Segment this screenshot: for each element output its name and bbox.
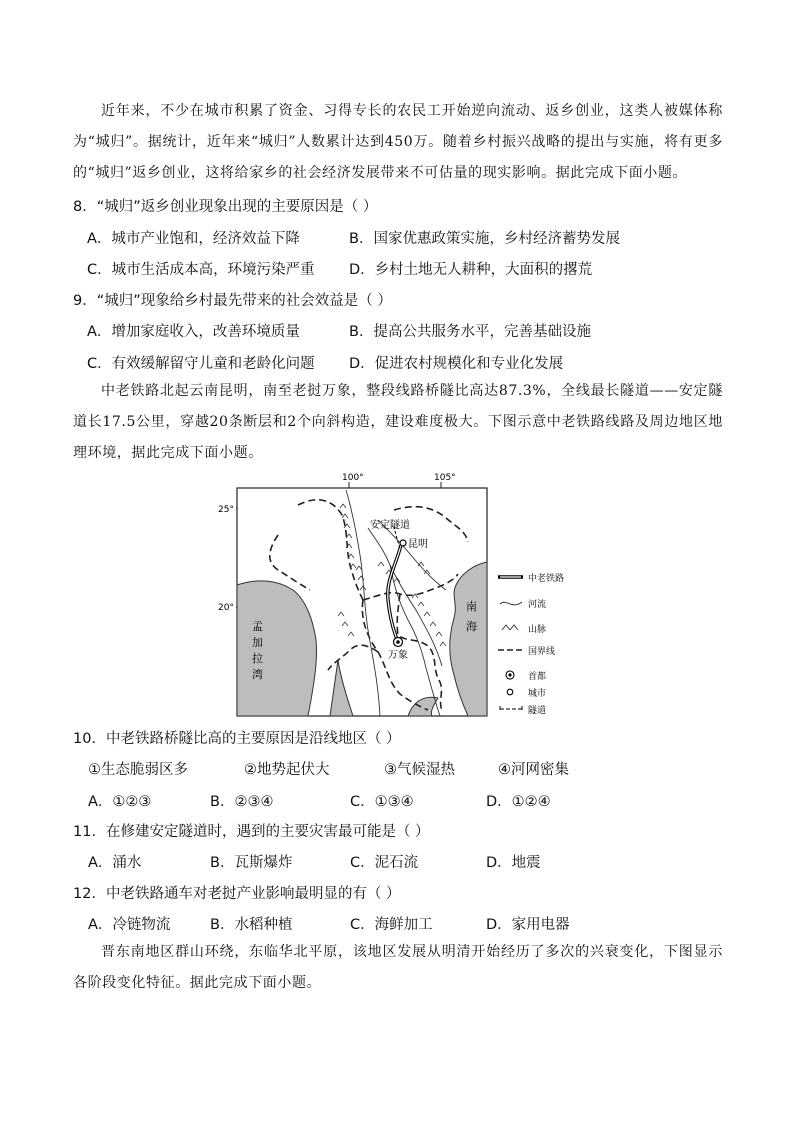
legend-river: 河流 (528, 600, 547, 610)
q11-option-a[interactable]: A．涌水 (88, 855, 142, 871)
lat-25-label: 25° (218, 505, 234, 515)
q10-option-b[interactable]: B．②③④ (210, 794, 274, 810)
legend-border: 国界线 (528, 647, 556, 657)
q10-statement-4: ④河网密集 (498, 762, 569, 778)
passage-railway: 中老铁路北起云南昆明，南至老挝万象，整段线路桥隧比高达87.3%，全线最长隧道——安定隧道长17.5公里，穿越20条断层和2个向斜构造，建设难度极大。下图示意中老铁路线路及周边地区地理环境，据此完成下面小题。 (73, 383, 723, 461)
q10-option-a[interactable]: A．①②③ (88, 794, 152, 810)
map-legend (498, 572, 564, 716)
passage-jindongnan: 晋东南地区群山环绕，东临华北平原，该地区发展从明清开始经历了多次的兴衰变化，下图显示各阶段变化特征。据此完成下面小题。 (73, 944, 723, 991)
q8-option-b[interactable]: B．国家优惠政策实施，乡村经济蓄势发展 (349, 231, 620, 247)
legend-capital: 首都 (528, 672, 547, 682)
q12-option-d[interactable]: D．家用电器 (486, 917, 570, 933)
q9-option-b[interactable]: B．提高公共服务水平，完善基础设施 (349, 324, 591, 340)
anding-tunnel-label: 安定隧道 (370, 520, 410, 531)
q10-statement-2: ②地势起伏大 (244, 762, 330, 778)
lon-105-label: 105° (434, 473, 456, 483)
bay-char-4: 湾 (252, 668, 263, 681)
q11-option-d[interactable]: D．地震 (486, 855, 541, 871)
legend-tunnel: 隧道 (528, 706, 547, 716)
question-9-stem: 9．“城归”现象给乡村最先带来的社会效益是（ ） (73, 293, 392, 309)
bay-char-2: 加 (252, 636, 263, 649)
question-11-stem: 11．在修建安定隧道时，遇到的主要灾害最可能是（ ） (73, 824, 430, 840)
sea-char-2: 海 (466, 620, 477, 633)
q8-option-a[interactable]: A．城市产业饱和，经济效益下降 (87, 231, 300, 247)
capital-dot (396, 640, 400, 644)
railway-map (218, 470, 588, 720)
bay-char-3: 拉 (252, 652, 263, 665)
q10-statement-3: ③气候湿热 (384, 762, 455, 778)
q11-option-c[interactable]: C．泥石流 (350, 855, 419, 871)
question-10-stem: 10．中老铁路桥隧比高的主要原因是沿线地区（ ） (73, 731, 401, 747)
question-8-stem: 8．“城归”返乡创业现象出现的主要原因是（ ） (73, 199, 378, 215)
kunming-label: 昆明 (408, 539, 428, 550)
q10-statement-1: ①生态脆弱区多 (88, 762, 188, 778)
q8-option-d[interactable]: D．乡村土地无人耕种，大面积的撂荒 (349, 262, 593, 278)
q11-option-b[interactable]: B．瓦斯爆炸 (210, 855, 293, 871)
q10-option-c[interactable]: C．①③④ (350, 794, 414, 810)
q9-option-a[interactable]: A．增加家庭收入，改善环境质量 (87, 324, 300, 340)
legend-city: 城市 (528, 689, 547, 699)
q9-option-c[interactable]: C．有效缓解留守儿童和老龄化问题 (87, 356, 315, 372)
lat-20-label: 20° (218, 603, 234, 613)
sea-char-1: 南 (466, 600, 477, 613)
q12-option-c[interactable]: C．海鲜加工 (350, 917, 433, 933)
legend-railway: 中老铁路 (528, 574, 565, 584)
kunming-marker (400, 540, 406, 546)
q9-option-d[interactable]: D．促进农村规模化和专业化发展 (349, 356, 564, 372)
question-12-stem: 12．中老铁路通车对老挝产业影响最明显的有（ ） (73, 886, 401, 902)
q10-option-d[interactable]: D．①②④ (486, 794, 551, 810)
vientiane-label: 万象 (388, 650, 408, 661)
passage-chenggui: 近年来，不少在城市积累了资金、习得专长的农民工开始逆向流动、返乡创业，这类人被媒体称为“城归”。据统计，近年来“城归”人数累计达到450万。随着乡村振兴战略的提出与实施，将有更多的“城归”返乡创业，这将给家乡的社会经济发展带来不可估量的现实影响。据此完成下面小题。 (73, 103, 723, 181)
q12-option-b[interactable]: B．水稻种植 (210, 917, 293, 933)
q8-option-c[interactable]: C．城市生活成本高，环境污染严重 (87, 262, 315, 278)
legend-mountain: 山脉 (528, 625, 547, 635)
lon-100-label: 100° (342, 473, 364, 483)
q12-option-a[interactable]: A．冷链物流 (88, 917, 171, 933)
bay-char-1: 孟 (252, 620, 263, 633)
